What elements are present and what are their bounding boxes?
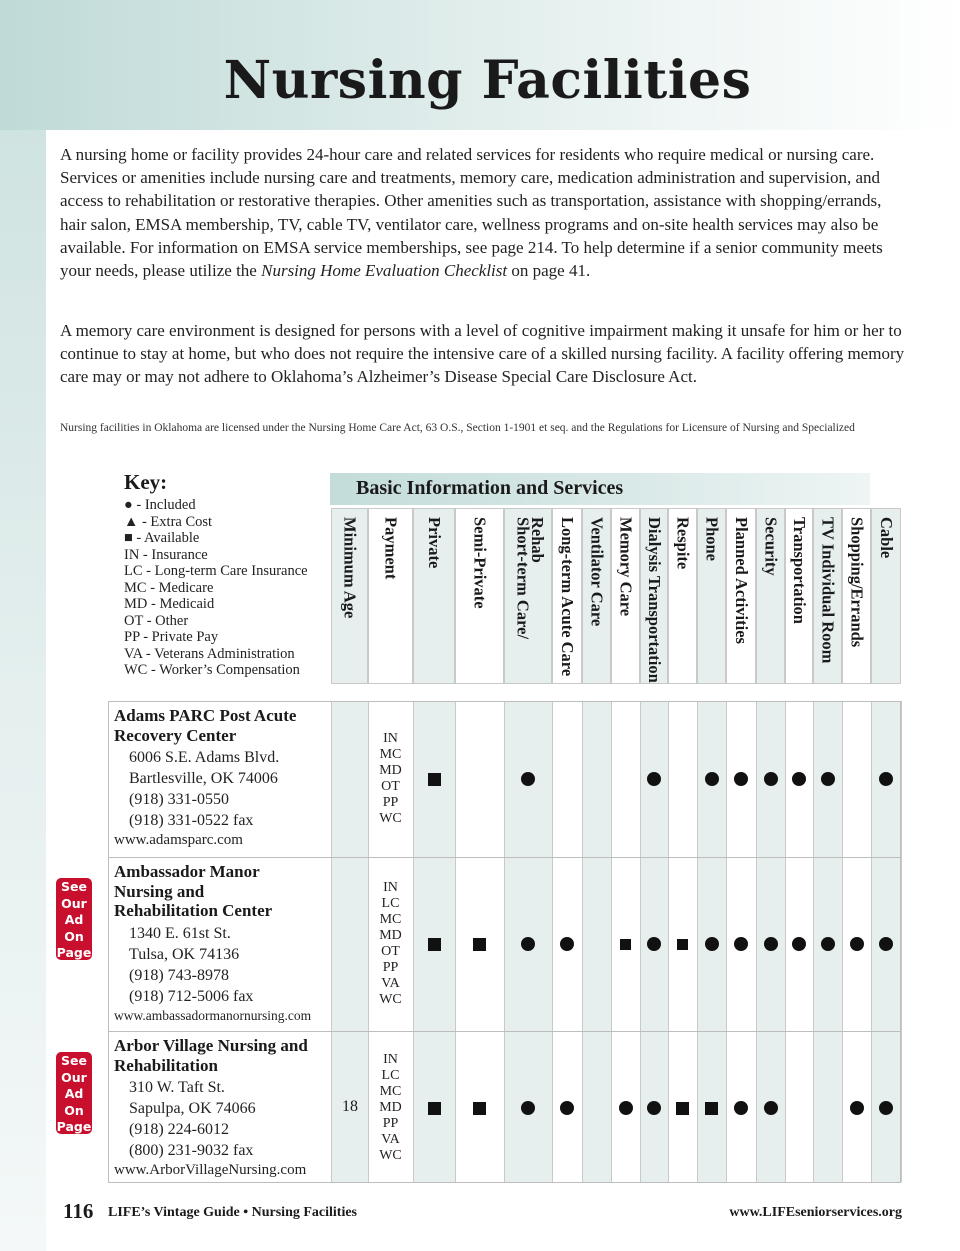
key-item: IN - Insurance [124, 546, 208, 563]
badge-text: Our [61, 895, 87, 911]
column-header [455, 508, 504, 684]
facility-address-line: (918) 712-5006 fax [129, 987, 254, 1005]
column-header [697, 508, 726, 684]
facility-name: Arbor Village Nursing and [114, 1036, 308, 1055]
facility-address-line: Sapulpa, OK 74066 [129, 1100, 256, 1117]
column-header-label: Private [425, 517, 444, 569]
column-header [582, 508, 611, 684]
facility-website-link[interactable]: www.ArborVillageNursing.com [114, 1162, 307, 1178]
column-header-label: Planned Activities [732, 517, 751, 644]
facility-address-line: Tulsa, OK 74136 [129, 945, 240, 963]
payment-type: MD [379, 763, 402, 778]
badge-text: See [61, 879, 87, 894]
badge-text: Our [61, 1069, 87, 1085]
column-header [552, 508, 582, 684]
payment-type: PP [382, 1116, 399, 1131]
facility-name: Ambassador Manor [114, 862, 260, 881]
included-marker [734, 1101, 748, 1115]
facility-name: Nursing and [114, 881, 205, 901]
included-marker [647, 772, 661, 786]
included-marker [705, 937, 719, 951]
included-marker [879, 937, 893, 951]
checklist-title: Nursing Home Evaluation Checklist [261, 261, 508, 281]
available-marker [428, 1102, 441, 1115]
badge-text: 133 [60, 1135, 88, 1151]
included-marker [879, 772, 893, 786]
included-marker [734, 937, 748, 951]
facility-website-link[interactable]: www.ambassadormanornursing.com [114, 1007, 312, 1023]
column-header [668, 508, 697, 684]
available-marker [428, 773, 441, 786]
column-header-label: Security [761, 517, 781, 576]
key-item: WC - Worker’s Compensation [124, 662, 300, 678]
payment-type: LC [381, 896, 400, 911]
column-header-label: Semi-Private [470, 517, 490, 609]
key-item: ■ - Available [124, 530, 200, 546]
footer-guide-title: LIFE’s Vintage Guide • Nursing Facilities [108, 1205, 358, 1220]
column-header [611, 508, 640, 684]
facility-address-line: (918) 224-6012 [129, 1121, 229, 1138]
column-header-label: Ventilator Care [587, 517, 607, 627]
available-marker [428, 938, 441, 951]
page-title: Nursing Facilities [223, 50, 752, 111]
included-marker [850, 1101, 864, 1115]
see-ad-badge[interactable] [56, 878, 92, 977]
payment-types [368, 880, 413, 1008]
column-header-label: TV Individual Room [818, 517, 838, 664]
available-marker [705, 1102, 718, 1115]
key-item: MD - Medicaid [124, 596, 215, 612]
included-marker [850, 937, 864, 951]
column-header [413, 508, 455, 684]
facility-address-line: (918) 331-0522 fax [129, 812, 254, 829]
key-item: ● - Included [124, 497, 196, 513]
included-marker [521, 937, 535, 951]
facility-address-line: 310 W. Taft St. [129, 1079, 225, 1096]
payment-type: PP [382, 960, 399, 975]
included-marker [647, 1101, 661, 1115]
intro-text-end: on page 41. [511, 261, 591, 281]
available-marker [473, 938, 486, 951]
key-title: Key: [124, 470, 168, 494]
facility-address-line: 6006 S.E. Adams Blvd. [129, 749, 280, 766]
column-header-label: Dialysis Transportation [645, 517, 664, 683]
page-number: 116 [63, 1199, 94, 1223]
facility-address-line: 1340 E. 61st St. [129, 924, 231, 942]
included-marker [764, 1101, 778, 1115]
facility-address-line: (918) 331-0550 [129, 791, 229, 808]
payment-type: IN [383, 731, 398, 746]
footer-website-link[interactable]: www.LIFEseniorservices.org [729, 1205, 902, 1220]
included-marker [560, 1101, 574, 1115]
included-marker [792, 772, 806, 786]
column-header [368, 508, 413, 684]
facility-name: Recovery Center [114, 725, 237, 745]
included-marker [821, 937, 835, 951]
included-marker [764, 937, 778, 951]
payment-type: VA [381, 976, 400, 991]
key-item: ▲ - Extra Cost [124, 513, 213, 530]
payment-type: WC [379, 1148, 402, 1163]
payment-type: MC [379, 1084, 402, 1099]
key-item: VA - Veterans Administration [124, 645, 295, 662]
included-marker [521, 772, 535, 786]
payment-type: LC [381, 1068, 400, 1083]
facility-name: Rehabilitation Center [114, 901, 273, 920]
payment-type: MC [379, 747, 402, 762]
available-marker [620, 939, 631, 950]
facility-name: Rehabilitation [114, 1055, 218, 1075]
column-header-label-line2: Rehab [527, 517, 547, 563]
column-header [871, 508, 901, 684]
facility-address-line: Bartlesville, OK 74006 [129, 770, 278, 787]
payment-type: PP [382, 795, 399, 810]
key-item: MC - Medicare [124, 579, 214, 596]
column-header-label: Cable [877, 517, 896, 559]
column-header [756, 508, 785, 684]
column-header-label: Short-term Care/ [513, 517, 533, 640]
included-marker [734, 772, 748, 786]
included-marker [521, 1101, 535, 1115]
facility-name: Adams PARC Post Acute [114, 706, 297, 725]
payment-type: OT [381, 944, 400, 959]
column-header-label: Long-term Acute Care [558, 517, 577, 677]
included-marker [792, 937, 806, 951]
payment-type: IN [383, 1052, 398, 1067]
column-header-label: Phone [702, 517, 722, 562]
badge-text: Page [56, 945, 92, 960]
available-marker [677, 939, 688, 950]
intro-paragraph-2: A memory care environment is designed for persons with a level of cognitive impairment making it unsafe for him or her to continue to stay at home, but who does not require the intensive care of a skilled nursing facility. A facility offering memory care may or may not adhere to Oklahoma’s Alzheimer’s Disease Special Care Disclosure Act. [60, 321, 905, 387]
payment-type: OT [381, 779, 400, 794]
badge-text: Ad On [64, 912, 84, 944]
payment-type: MD [379, 928, 402, 943]
column-header [785, 508, 813, 684]
column-header-label: Minimum Age [340, 517, 360, 619]
column-header [504, 508, 552, 684]
badge-text: Page [56, 1119, 92, 1134]
column-header [813, 508, 842, 684]
available-marker [473, 1102, 486, 1115]
facility-address-line: (918) 743-8978 [129, 966, 229, 984]
payment-type: VA [381, 1132, 400, 1147]
key-item: LC - Long-term Care Insurance [124, 563, 308, 579]
payment-types [368, 731, 413, 827]
badge-text: 117 [60, 961, 88, 977]
column-header-label: Shopping/Errands [847, 517, 867, 648]
facility-website-link[interactable]: www.adamsparc.com [114, 832, 243, 848]
minimum-age: 18 [342, 1098, 358, 1115]
column-header [842, 508, 871, 684]
included-marker [821, 772, 835, 786]
included-marker [764, 772, 778, 786]
facility-address-line: (800) 231-9032 fax [129, 1142, 254, 1159]
included-marker [560, 937, 574, 951]
payment-type: WC [379, 992, 402, 1007]
payment-type: MD [379, 1100, 402, 1115]
badge-text: Ad On [64, 1086, 84, 1118]
column-header-label: Memory Care [616, 517, 636, 617]
section-header-label: Basic Information and Services [356, 477, 624, 499]
column-header [331, 508, 368, 684]
key-item: PP - Private Pay [124, 629, 219, 645]
column-header-label: Transportation [790, 517, 809, 624]
licensing-note: Nursing facilities in Oklahoma are licensed under the Nursing Home Care Act, 63 O.S., Section 1-1901 et seq. and the Regulations for Licensure of Nursing and Specialized [60, 422, 855, 434]
column-header [726, 508, 756, 684]
payment-type: MC [379, 912, 402, 927]
badge-text: See [61, 1053, 87, 1068]
included-marker [619, 1101, 633, 1115]
payment-type: WC [379, 811, 402, 826]
available-marker [676, 1102, 689, 1115]
payment-type: IN [383, 880, 398, 895]
payment-types [368, 1052, 413, 1164]
column-divider [901, 701, 902, 1182]
included-marker [647, 937, 661, 951]
key-item: OT - Other [124, 612, 189, 629]
column-header [640, 508, 668, 684]
see-ad-badge[interactable] [56, 1052, 92, 1151]
column-header-label: Respite [673, 517, 693, 570]
intro-text: A nursing home or facility provides 24-hour care and related services for residents who require medical or nursing care. Services or amenities include nursing care and treatments, memory care, medication administration and supervision, and access to rehabilitation or restorative therapies. Other amenities such as transportation, assistance with shopping/errands, hair salon, EMSA membership, TV, cable TV, ventilator care, wellness programs and on-site health services may also be available. For information on EMSA service memberships, see page 214. To help determine if a senior community meets your needs, please utilize the [60, 145, 883, 281]
included-marker [879, 1101, 893, 1115]
included-marker [705, 772, 719, 786]
column-header-label: Payment [381, 517, 401, 580]
